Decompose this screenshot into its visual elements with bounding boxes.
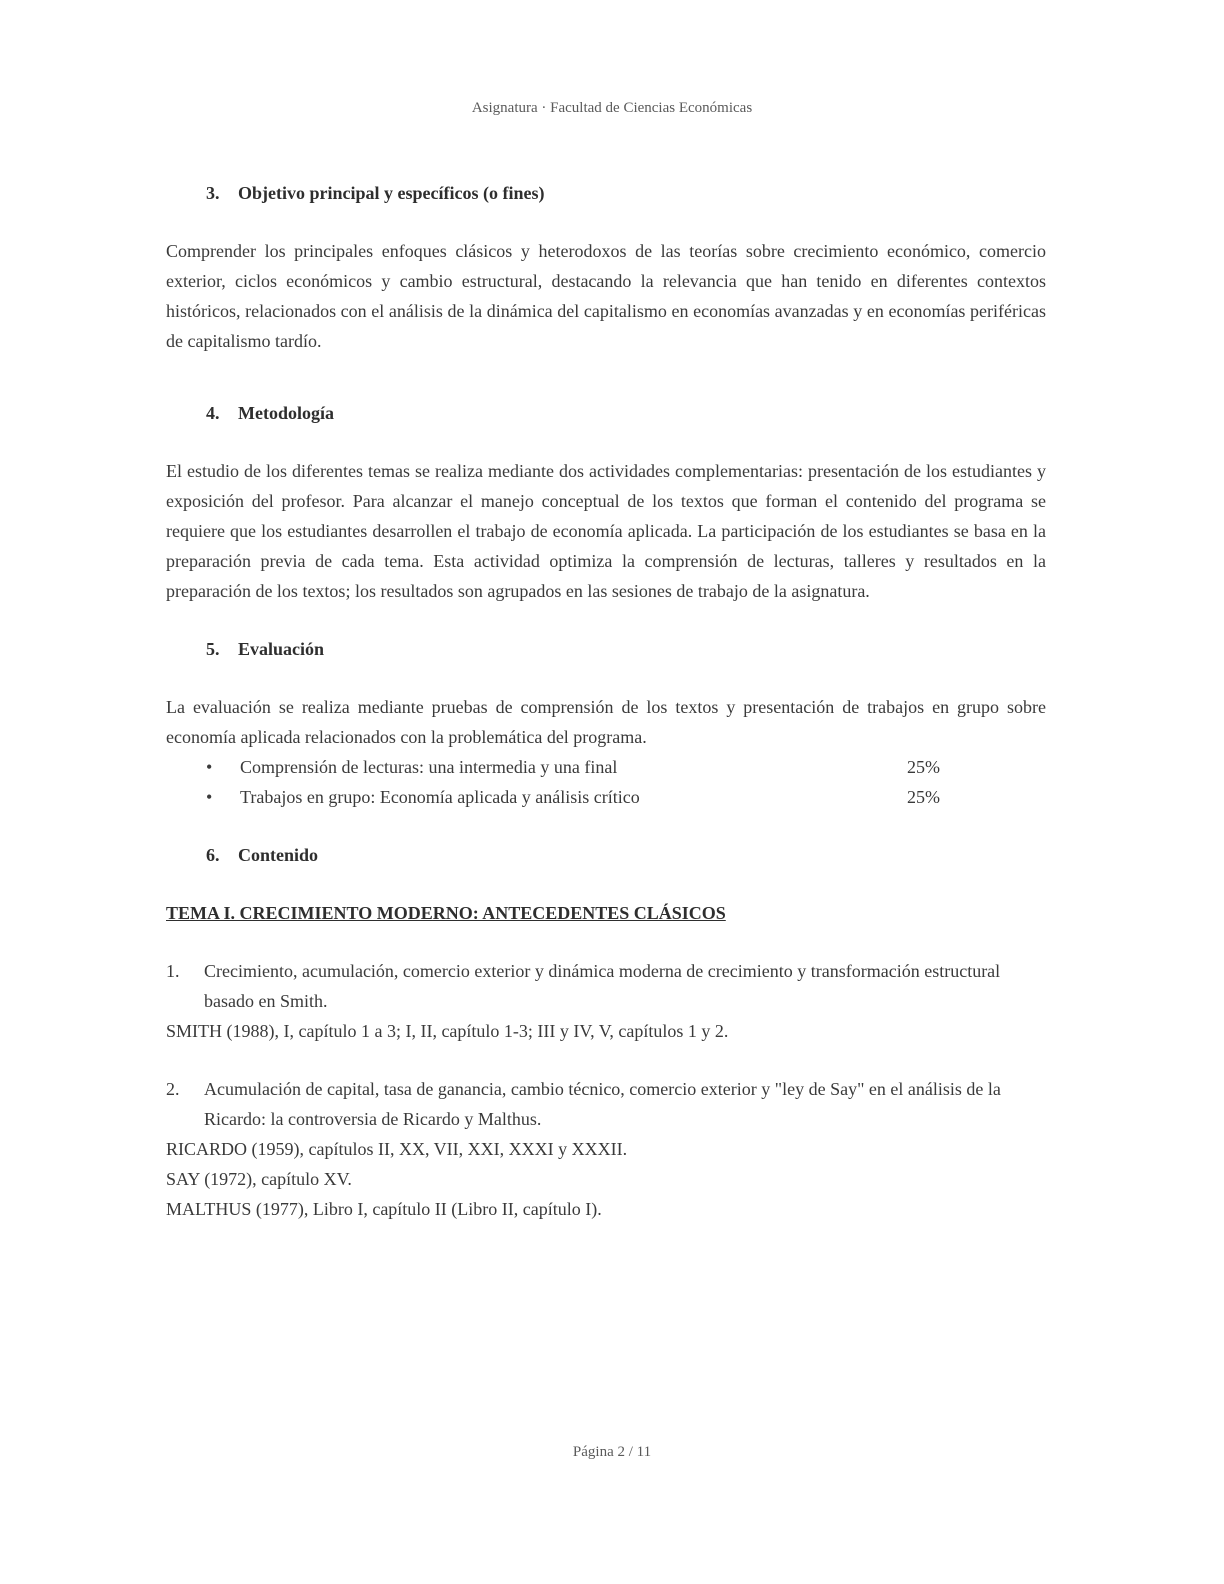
evaluation-item-percent: 25% (907, 787, 940, 807)
section-3-body: Comprender los principales enfoques clásicos y heterodoxos de las teorías sobre crecimiento económico, comercio exterior, ciclos económicos y cambio estructural, destacando la relevancia que han tenido en diferentes contextos históricos, relacionados con el análisis de la dinámica del capitalismo en economías avanzadas y en economías periféricas de capitalismo tardío. (166, 241, 1046, 351)
page-content (166, 178, 1046, 1224)
section-3-heading (206, 178, 1046, 208)
topic-item-number: 1. (166, 961, 180, 981)
section-4-heading (206, 398, 1046, 428)
section-5-title: Evaluación (238, 639, 325, 659)
section-6-title: Contenido (238, 845, 319, 865)
evaluation-list (166, 752, 1046, 812)
reading-reference: SAY (1972), capítulo XV. (166, 1169, 352, 1189)
evaluation-item-text: Trabajos en grupo: Economía aplicada y análisis crítico (240, 787, 640, 807)
topic-item-text: Crecimiento, acumulación, comercio exterior y dinámica moderna de crecimiento y transformación estructural basado en Smith. (204, 961, 1001, 1011)
reading-reference: SMITH (1988), I, capítulo 1 a 3; I, II, capítulo 1-3; III y IV, V, capítulos 1 y 2. (166, 1021, 729, 1041)
section-3-number: 3. (206, 183, 220, 203)
running-header: Asignatura · Facultad de Ciencias Económicas (471, 100, 753, 116)
section-6-number: 6. (206, 845, 220, 865)
section-4-body: El estudio de los diferentes temas se realiza mediante dos actividades complementarias: presentación de los estudiantes y exposición del profesor. Para alcanzar el manejo conceptual de los textos que forman el contenido del programa se requiere que los estudiantes desarrollen el trabajo de economía aplicada. La participación de los estudiantes se basa en la preparación previa de cada tema. Esta actividad optimiza la comprensión de lecturas, talleres y resultados en la preparación de los textos; los resultados son agrupados en las sesiones de trabajo de la asignatura. (166, 461, 1046, 601)
section-6-heading (206, 840, 1046, 870)
topic-item-number: 2. (166, 1079, 180, 1099)
evaluation-item (166, 752, 1046, 782)
evaluation-item-percent: 25% (907, 757, 940, 777)
topic-item-text: Acumulación de capital, tasa de ganancia, cambio técnico, comercio exterior y "ley de Say" en el análisis de la Ricardo: la controversia de Ricardo y Malthus. (204, 1079, 1001, 1129)
page-number: Página 2 / 11 (572, 1444, 652, 1460)
topic-item (166, 1074, 1046, 1134)
evaluation-item-text: Comprensión de lecturas: una intermedia y una final (240, 757, 618, 777)
section-4-number: 4. (206, 403, 220, 423)
section-4-title: Metodología (238, 403, 334, 423)
section-5-number: 5. (206, 639, 220, 659)
topic-item (166, 956, 1046, 1016)
reading-reference: MALTHUS (1977), Libro I, capítulo II (Libro II, capítulo I). (166, 1199, 602, 1219)
evaluation-item (166, 782, 1046, 812)
reading-reference: RICARDO (1959), capítulos II, XX, VII, XXI, XXXI y XXXII. (166, 1139, 628, 1159)
bullet-icon: • (206, 757, 213, 777)
section-5-heading (206, 634, 1046, 664)
bullet-icon: • (206, 787, 213, 807)
section-5-body: La evaluación se realiza mediante pruebas de comprensión de los textos y presentación de trabajos en grupo sobre economía aplicada relacionados con la problemática del programa. (166, 697, 1046, 747)
topic-title: TEMA I. CRECIMIENTO MODERNO: ANTECEDENTES CLÁSICOS (166, 903, 726, 923)
section-3-title: Objetivo principal y específicos (o fines) (238, 183, 545, 203)
